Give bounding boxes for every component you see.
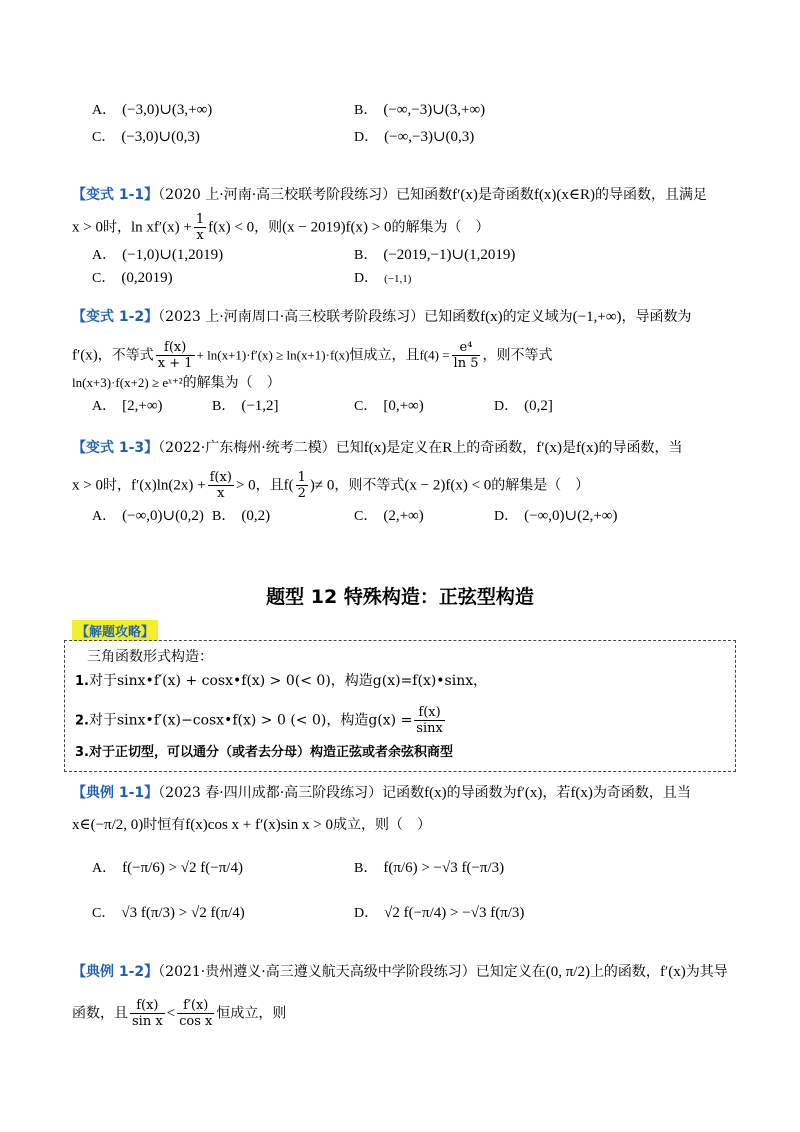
v13-line1: 【变式 1-3】（2022·广东梅州·统考二模）已知f(x)是定义在R上的奇函数，f′(x)是f(x)的导函数，当 bbox=[72, 440, 683, 456]
ex12-fraction-1: $\frac{f(x)}{\text{sin x}}$ bbox=[132, 998, 163, 1029]
ex12-line1: 【典例 1-2】（2021·贵州遵义·高三遵义航天高级中学阶段练习）已知定义在(0, π/2)上的函数，f′(x)为其导 bbox=[72, 964, 728, 980]
v12-option-d: D． (0,2] bbox=[494, 398, 553, 414]
v12-fraction-1: $\frac{f(x)}{x + 1}$ bbox=[157, 340, 193, 371]
v11-option-d: D． (−1,1) bbox=[354, 271, 412, 286]
strategy-box bbox=[64, 640, 736, 772]
v12-line1: 【变式 1-2】（2023 上·河南周口·高三校联考阶段练习）已知函数f(x)的定义域为(−1,+∞)，导函数为 bbox=[72, 309, 692, 325]
ex11-option-a: A． f(−π/6) > √2 f(−π/4) bbox=[92, 860, 243, 876]
v13-tag: 【变式 1-3】 bbox=[72, 440, 159, 456]
option-a: A． (−3,0)∪(3,+∞) bbox=[92, 102, 213, 118]
strategy-badge: 【解题攻略】 bbox=[72, 620, 158, 641]
v13-line2: x > 0时，f′(x)ln(2x) + $\frac{f(x)}{x}$ > 0，且f( $\frac{1}{2}$ )≠ 0，则不等式(x − 2)f(x) < 0的解集是（ ） bbox=[72, 470, 590, 501]
option-d: D． (−∞,−3)∪(0,3) bbox=[354, 129, 475, 145]
v12-option-b: B． (−1,2] bbox=[212, 398, 279, 414]
v12-tag: 【变式 1-2】 bbox=[72, 309, 159, 325]
v13-option-a: A． (−∞,0)∪(0,2) bbox=[92, 508, 204, 524]
ex11-option-d: D． √2 f(−π/4) > −√3 f(π/3) bbox=[354, 905, 525, 921]
v13-option-d: D． (−∞,0)∪(2,+∞) bbox=[494, 508, 618, 524]
v12-option-a: A． [2,+∞) bbox=[92, 398, 163, 414]
v11-line1: 【变式 1-1】（2020 上·河南·高三校联考阶段练习）已知函数f′(x)是奇函数f(x)(x∈R)的导函数，且满足 bbox=[72, 187, 708, 203]
v11-option-a: A． (−1,0)∪(1,2019) bbox=[92, 247, 224, 263]
strategy-item-3: 3.对于正切型，可以通分（或者去分母）构造正弦或者余弦积商型 bbox=[75, 745, 453, 760]
v12-fraction-2: $\frac{\text{e⁴}}{\ln 5}$ bbox=[453, 340, 479, 371]
ex11-line1: 【典例 1-1】（2023 春·四川成都·高三阶段练习）记函数f(x)的导函数为f′(x)，若f(x)为奇函数，且当 bbox=[72, 785, 691, 801]
strategy-fraction: $\frac{f(x)}{\sin x}$ bbox=[416, 705, 443, 736]
v13-option-b: B． (0,2) bbox=[212, 508, 271, 524]
section-title: 题型 12 特殊构造：正弦型构造 bbox=[266, 586, 534, 608]
v12-option-c: C． [0,+∞) bbox=[354, 398, 424, 414]
strategy-item-2: 2.对于sinx•f′(x)−cosx•f(x) > 0 (< 0)，构造g(x) = $\frac{f(x)}{\sin x}$ bbox=[75, 705, 443, 736]
v11-tag: 【变式 1-1】 bbox=[72, 187, 159, 203]
v13-option-c: C． (2,+∞) bbox=[354, 508, 424, 524]
v11-fraction: $\frac{1}{x}$ bbox=[195, 212, 205, 243]
ex11-line2: x∈(−π/2, 0)时恒有f(x)cos x + f′(x)sin x > 0成立，则（ ） bbox=[72, 817, 431, 833]
ex11-tag: 【典例 1-1】 bbox=[72, 785, 159, 801]
ex12-tag: 【典例 1-2】 bbox=[72, 964, 159, 980]
ex11-option-c: C． √3 f(π/3) > √2 f(π/4) bbox=[92, 905, 245, 921]
v11-option-c: C． (0,2019) bbox=[92, 270, 173, 286]
v13-fraction-1: $\frac{f(x)}{x}$ bbox=[209, 470, 232, 501]
option-c: C． (−3,0)∪(0,3) bbox=[92, 129, 200, 145]
v11-line2: x > 0时，ln xf′(x) + $\frac{1}{x}$ f(x) < 0，则(x − 2019)f(x) > 0的解集为（ ） bbox=[72, 212, 490, 243]
ex12-line2: 函数，且 $\frac{f(x)}{\text{sin x}}$ < $\frac{f'(x)}{\text{cos x}}$ 恒成立，则 bbox=[72, 998, 287, 1029]
option-b: B． (−∞,−3)∪(3,+∞) bbox=[354, 102, 486, 118]
ex11-option-b: B． f(π/6) > −√3 f(−π/3) bbox=[354, 860, 505, 876]
ex12-fraction-2: $\frac{f'(x)}{\text{cos x}}$ bbox=[179, 998, 213, 1029]
strategy-item-1: 1.对于sinx•f′(x) + cosx•f(x) > 0(< 0)，构造g(x)=f(x)•sinx， bbox=[75, 673, 488, 689]
v11-option-b: B． (−2019,−1)∪(1,2019) bbox=[354, 247, 516, 263]
strategy-intro: 三角函数形式构造： bbox=[87, 649, 213, 665]
v12-line3: ln(x+3)·f(x+2) ≥ eˣ⁺²的解集为（ ） bbox=[72, 375, 281, 391]
v12-line2: f′(x)，不等式 $\frac{f(x)}{x + 1}$ + ln(x+1)·f′(x) ≥ ln(x+1)·f(x)恒成立，且f(4) = $\frac{\text{e⁴}}{\ln 5}$ ，则不等式 bbox=[72, 340, 553, 371]
v13-fraction-2: $\frac{1}{2}$ bbox=[297, 470, 306, 501]
